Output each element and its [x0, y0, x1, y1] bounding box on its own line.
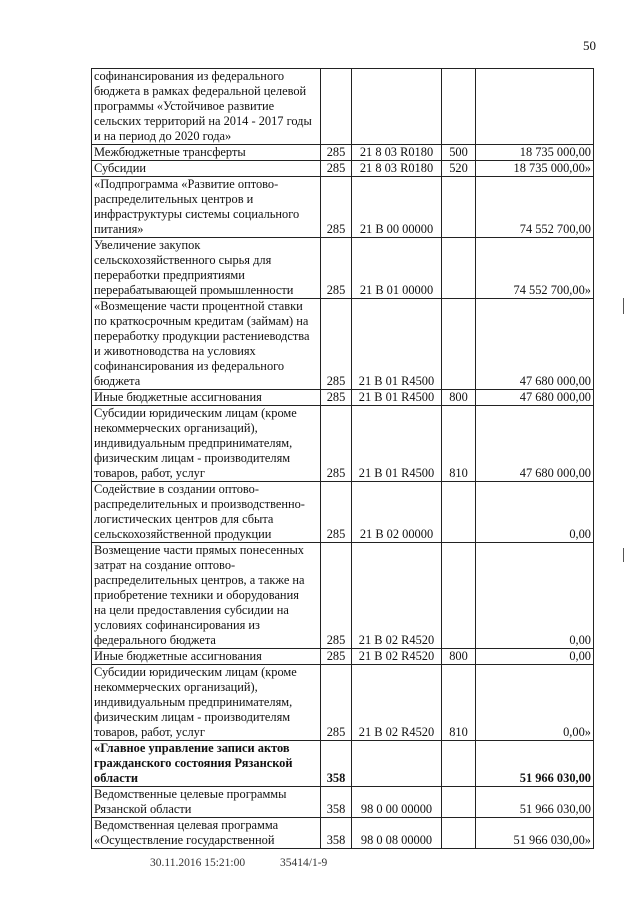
table-row — [92, 787, 594, 818]
cell-name: «Подпрограмма «Развитие оптово- распределительных центров и инфраструктуры системы социального питания» — [92, 177, 321, 238]
cell-target-code: 21 В 00 00000 — [352, 177, 442, 238]
table-row — [92, 818, 594, 849]
cell-amount: 74 552 700,00 — [476, 177, 594, 238]
cell-name: Ведомственная целевая программа «Осуществление государственной — [92, 818, 321, 849]
table-row — [92, 145, 594, 161]
cell-amount: 47 680 000,00 — [476, 390, 594, 406]
cell-admin-code: 358 — [321, 787, 352, 818]
cell-amount: 74 552 700,00» — [476, 238, 594, 299]
cell-name: Иные бюджетные ассигнования — [92, 649, 321, 665]
cell-amount — [476, 69, 594, 145]
cell-amount: 18 735 000,00» — [476, 161, 594, 177]
cell-expense-type: 800 — [442, 390, 476, 406]
cell-target-code: 21 В 02 R4520 — [352, 665, 442, 741]
footer-timestamp: 30.11.2016 15:21:00 — [150, 857, 246, 869]
table-row — [92, 741, 594, 787]
cell-target-code: 21 В 01 R4500 — [352, 390, 442, 406]
cell-expense-type: 520 — [442, 161, 476, 177]
cell-admin-code: 358 — [321, 818, 352, 849]
cell-target-code: 21 В 02 R4520 — [352, 543, 442, 649]
cell-name: Межбюджетные трансферты — [92, 145, 321, 161]
cell-target-code: 21 8 03 R0180 — [352, 145, 442, 161]
cell-expense-type — [442, 818, 476, 849]
cell-expense-type: 810 — [442, 665, 476, 741]
budget-table — [91, 68, 594, 849]
cell-admin-code: 285 — [321, 543, 352, 649]
table-row — [92, 543, 594, 649]
cell-expense-type — [442, 482, 476, 543]
cell-expense-type — [442, 238, 476, 299]
page-number: 50 — [583, 38, 596, 53]
margin-mark — [623, 298, 624, 314]
cell-admin-code: 285 — [321, 161, 352, 177]
cell-expense-type — [442, 69, 476, 145]
cell-name: Субсидии юридическим лицам (кроме некоммерческих организаций), индивидуальным предпринимателям, физическим лицам - производителям товаров, работ, услуг — [92, 665, 321, 741]
cell-admin-code: 285 — [321, 390, 352, 406]
cell-expense-type: 500 — [442, 145, 476, 161]
cell-name: Содействие в создании оптово- распределительных и производственно- логистических центров для сбыта сельскохозяйственной продукции — [92, 482, 321, 543]
cell-target-code — [352, 741, 442, 787]
cell-admin-code: 285 — [321, 665, 352, 741]
cell-name: Ведомственные целевые программы Рязанской области — [92, 787, 321, 818]
cell-target-code: 21 8 03 R0180 — [352, 161, 442, 177]
cell-target-code: 98 0 00 00000 — [352, 787, 442, 818]
cell-amount: 51 966 030,00» — [476, 818, 594, 849]
cell-admin-code — [321, 69, 352, 145]
cell-expense-type — [442, 543, 476, 649]
cell-target-code: 21 В 02 00000 — [352, 482, 442, 543]
table-row — [92, 177, 594, 238]
cell-name: Иные бюджетные ассигнования — [92, 390, 321, 406]
cell-name: Увеличение закупок сельскохозяйственного сырья для переработки предприятиями перерабатывающей промышленности — [92, 238, 321, 299]
cell-target-code: 21 В 01 R4500 — [352, 299, 442, 390]
cell-name: Субсидии юридическим лицам (кроме некоммерческих организаций), индивидуальным предпринимателям, физическим лицам - производителям товаров, работ, услуг — [92, 406, 321, 482]
cell-amount: 47 680 000,00 — [476, 299, 594, 390]
cell-admin-code: 285 — [321, 177, 352, 238]
margin-mark — [623, 548, 624, 562]
cell-name: Возмещение части прямых понесенных затрат на создание оптово- распределительных центров, а также на приобретение техники и оборудования на цели предоставления субсидии на условиях софинансирования из федерального бюджета — [92, 543, 321, 649]
table-row — [92, 69, 594, 145]
table-row — [92, 482, 594, 543]
cell-name: софинансирования из федерального бюджета в рамках федеральной целевой программы «Устойчивое развитие сельских территорий на 2014 - 2017 годы и на период до 2020 года» — [92, 69, 321, 145]
cell-expense-type — [442, 177, 476, 238]
table-row — [92, 665, 594, 741]
table-row — [92, 299, 594, 390]
cell-name: «Главное управление записи актов гражданского состояния Рязанской области — [92, 741, 321, 787]
cell-amount: 47 680 000,00 — [476, 406, 594, 482]
cell-target-code: 98 0 08 00000 — [352, 818, 442, 849]
cell-admin-code: 285 — [321, 145, 352, 161]
cell-amount: 18 735 000,00 — [476, 145, 594, 161]
cell-expense-type — [442, 299, 476, 390]
table-row — [92, 390, 594, 406]
cell-admin-code: 358 — [321, 741, 352, 787]
cell-expense-type — [442, 787, 476, 818]
cell-expense-type: 810 — [442, 406, 476, 482]
cell-target-code: 21 В 01 R4500 — [352, 406, 442, 482]
cell-admin-code: 285 — [321, 482, 352, 543]
cell-target-code: 21 В 02 R4520 — [352, 649, 442, 665]
cell-target-code: 21 В 01 00000 — [352, 238, 442, 299]
cell-amount: 51 966 030,00 — [476, 787, 594, 818]
table-row — [92, 406, 594, 482]
cell-amount: 0,00 — [476, 482, 594, 543]
table-body — [92, 69, 594, 849]
table-row — [92, 238, 594, 299]
cell-admin-code: 285 — [321, 406, 352, 482]
cell-amount: 0,00» — [476, 665, 594, 741]
cell-admin-code: 285 — [321, 649, 352, 665]
cell-admin-code: 285 — [321, 238, 352, 299]
cell-admin-code: 285 — [321, 299, 352, 390]
cell-target-code — [352, 69, 442, 145]
cell-amount: 0,00 — [476, 543, 594, 649]
table-row — [92, 649, 594, 665]
cell-expense-type: 800 — [442, 649, 476, 665]
cell-amount: 0,00 — [476, 649, 594, 665]
cell-name: Субсидии — [92, 161, 321, 177]
footer-doc-id: 35414/1-9 — [280, 857, 328, 869]
table-row — [92, 161, 594, 177]
cell-expense-type — [442, 741, 476, 787]
cell-amount: 51 966 030,00 — [476, 741, 594, 787]
cell-name: «Возмещение части процентной ставки по краткосрочным кредитам (займам) на переработку продукции растениеводства и животноводства на условиях софинансирования из федерального бюджета — [92, 299, 321, 390]
